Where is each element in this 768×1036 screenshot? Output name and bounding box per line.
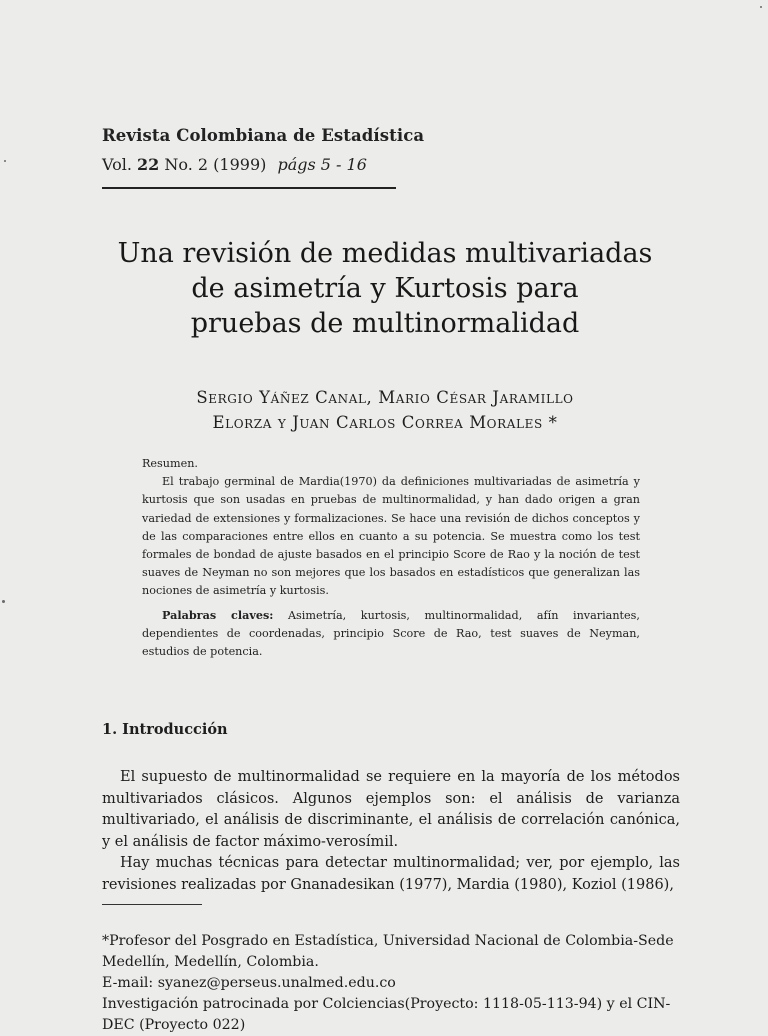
keywords-paragraph [142,606,640,662]
journal-name: Revista Colombiana de Estadística [102,126,425,145]
title-line: de asimetría y Kurtosis para [191,273,579,304]
footnotes [102,931,682,1036]
footnote-line: *Profesor del Posgrado en Estadística, Universidad Nacional de Colombia-Sede [102,933,674,949]
volume-label: Vol. [102,155,132,174]
section-heading: 1. Introducción [102,721,228,738]
abstract [142,455,640,661]
body-paragraph: El supuesto de multinormalidad se requiere en la mayoría de los métodos multivariados clásicos. Algunos ejemplos son: el análisis de varianza multivariado, el análisis de discriminante, el análisis de correlación canónica, y el análisis de factor máximo-verosímil. [102,769,680,850]
footnote-line: DEC (Proyecto 022) [102,1017,246,1033]
keywords-label: Palabras claves: [162,607,274,622]
page-range: págs 5 - 16 [277,155,367,174]
scan-speck [2,600,5,603]
volume-number: 22 [137,155,160,174]
scan-speck [4,160,6,162]
abstract-text: El trabajo germinal de Mardia(1970) da definiciones multivariadas de asimetría y kurtosis que son usadas en pruebas de multinormalidad, y han dado origen a gran variedad de extensiones y formalizaciones. Se hace una revisión de dichos conceptos y de las comparaciones entre ellos en cuanto a su potencia. Se muestra como los test formales de bondad de ajuste basados en el principio Score de Rao y la noción de test suaves de Neyman no son mejores que los basados en estadísticos que generalizan las nociones de asimetría y kurtosis. [142,475,640,598]
footnote-line: E-mail: syanez@perseus.unalmed.edu.co [102,975,396,991]
footnote-line: Investigación patrocinada por Colciencias(Proyecto: 1118-05-113-94) y el CIN- [102,996,671,1012]
issue-info: No. 2 (1999) [164,155,267,174]
title-line: pruebas de multinormalidad [190,308,580,339]
header-rule [102,187,396,189]
title-line: Una revisión de medidas multivariadas [117,238,653,269]
scan-speck [760,6,762,8]
author-line: Elorza y Juan Carlos Correa Morales * [212,413,558,432]
body-text [102,767,680,896]
paper-title [60,236,710,341]
body-paragraph: Hay muchas técnicas para detectar multinormalidad; ver, por ejemplo, las revisiones realizadas por Gnanadesikan (1977), Mardia (1980), Koziol (1986), [102,855,680,893]
keywords-text: Asimetría, kurtosis, multinormalidad, afín invariantes, dependientes de coordenadas, principio Score de Rao, test suaves de Neyman, estudios de potencia. [142,608,640,659]
footnote-rule [102,904,202,905]
footnote-line: Medellín, Medellín, Colombia. [102,954,319,970]
author-line: Sergio Yáñez Canal, Mario César Jaramillo [196,388,574,407]
journal-volume-info [102,155,367,174]
author-list [60,385,710,435]
abstract-heading: Resumen. [142,457,198,470]
